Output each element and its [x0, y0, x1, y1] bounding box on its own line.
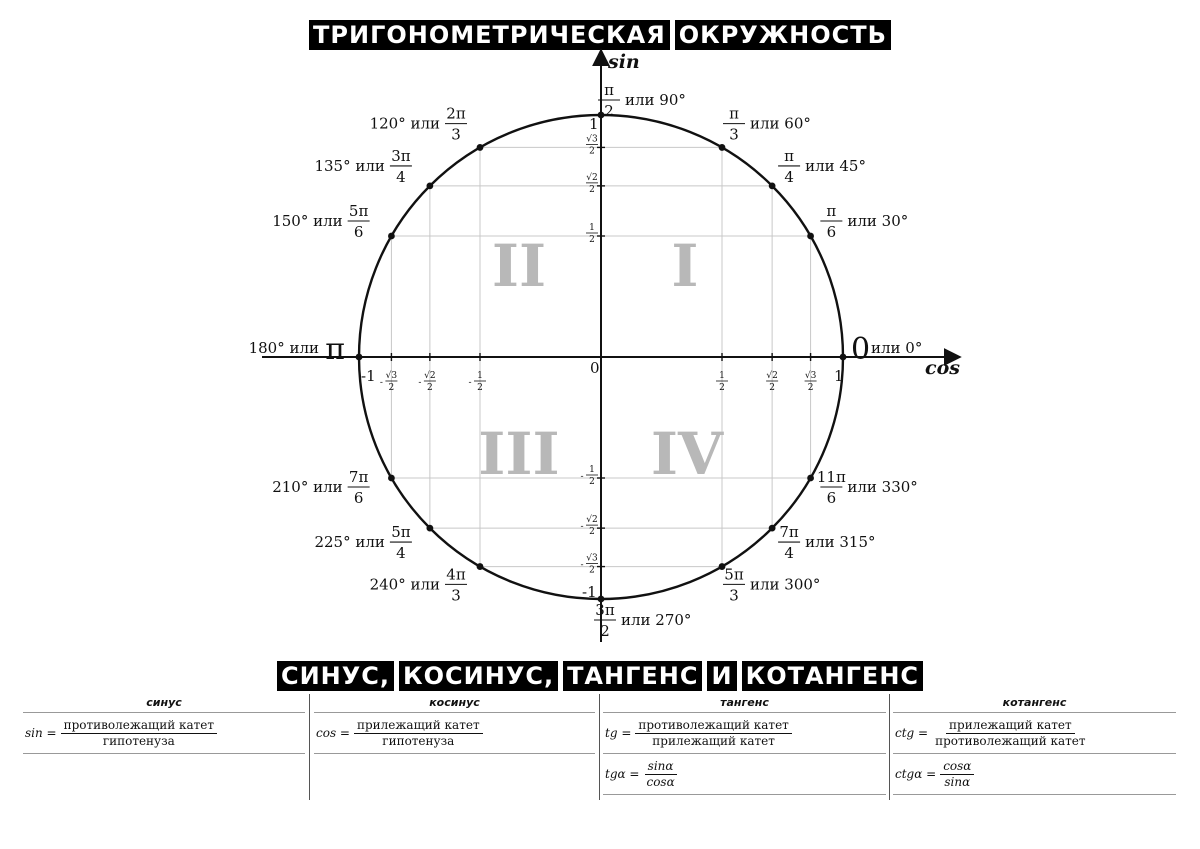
- angle-text: или 90°: [625, 91, 686, 109]
- angle-numerator: 4π: [446, 565, 466, 584]
- angle-point: [840, 354, 847, 361]
- tick-denominator: 2: [589, 565, 595, 576]
- x-tick-label-negative: [380, 370, 398, 393]
- angle-point: [807, 233, 814, 240]
- denominator: гипотенуза: [382, 733, 455, 748]
- cotangent-heading: котангенс: [893, 694, 1176, 713]
- angle-point: [477, 144, 484, 151]
- tangent-formula: [603, 713, 886, 754]
- y-tick-label-negative: [580, 465, 598, 487]
- y-neg-one-label: -1: [582, 583, 597, 601]
- tangent-heading: тангенс: [603, 694, 886, 713]
- angle-label: [723, 105, 811, 144]
- sin-axis-label: sin: [608, 51, 640, 73]
- angle-numerator: π: [784, 146, 795, 165]
- cosine-heading: косинус: [314, 694, 595, 713]
- tick-numerator: √3: [586, 553, 598, 564]
- formula-fraction: [932, 718, 1088, 749]
- angle-numerator: 7π: [779, 523, 799, 542]
- x-neg-one-label: -1: [361, 367, 376, 385]
- tick-denominator: 2: [427, 383, 433, 393]
- angle-denominator: 4: [784, 167, 794, 186]
- angle-label: [778, 523, 875, 562]
- formula-lhs: tg =: [605, 726, 632, 740]
- angle-denominator: 6: [826, 223, 837, 241]
- section-title: [0, 661, 1200, 691]
- tick-denominator: 2: [589, 477, 595, 487]
- x-tick-label-negative: [418, 370, 436, 393]
- formula-lhs: cos =: [316, 726, 350, 740]
- angle-point: [356, 354, 363, 361]
- quadrant-label: II: [491, 232, 547, 300]
- numerator: cosα: [940, 759, 974, 775]
- formula-fraction: [635, 718, 791, 749]
- angle-text: 150° или: [272, 212, 343, 230]
- tick-numerator: √2: [586, 515, 598, 526]
- angle-point: [388, 233, 395, 240]
- angle-numerator: 7π: [348, 468, 369, 486]
- x-tick-label-negative: [468, 371, 486, 393]
- angle-label: [370, 565, 467, 604]
- numerator: противолежащий катет: [61, 718, 217, 734]
- angle-point: [388, 475, 395, 482]
- angle-label: [778, 147, 866, 186]
- angle-numerator: 3π: [595, 601, 615, 619]
- tick-numerator: √3: [586, 134, 598, 145]
- tick-denominator: 2: [589, 527, 595, 538]
- section-word: СИНУС,: [277, 661, 394, 691]
- tick-numerator: √2: [766, 371, 778, 381]
- section-word: КОСИНУС,: [399, 661, 558, 691]
- angle-text: или 270°: [621, 611, 692, 629]
- tick-numerator: 1: [719, 371, 725, 381]
- cosine-column: [314, 694, 595, 800]
- denominator: cosα: [646, 774, 675, 789]
- angle-label: [370, 105, 467, 144]
- tangent-alpha-formula: [603, 754, 886, 795]
- tick-numerator: √2: [586, 172, 598, 183]
- section-word: И: [707, 661, 736, 691]
- formula-fraction: [643, 759, 677, 790]
- denominator: противолежащий катет: [935, 733, 1086, 748]
- tick-denominator: 2: [589, 146, 595, 157]
- section-word: ТАНГЕНС: [563, 661, 702, 691]
- angle-label: [820, 202, 908, 241]
- formula-lhs: sin =: [25, 726, 57, 740]
- tick-numerator: 1: [477, 371, 483, 381]
- x-pos-one-label: 1: [834, 367, 844, 385]
- tick-numerator: 1: [589, 223, 595, 233]
- numerator: sinα: [645, 759, 677, 775]
- angle-denominator: 2: [604, 102, 614, 120]
- column-divider: [889, 694, 890, 800]
- angle-label: [314, 523, 411, 562]
- quadrant-label: III: [478, 420, 560, 488]
- tick-denominator: 2: [719, 383, 725, 393]
- tick-numerator: √3: [804, 371, 817, 381]
- angle-label: [272, 202, 369, 241]
- y-tick-label-positive: [586, 133, 598, 156]
- angle-text: или 30°: [847, 212, 909, 230]
- angle-text: или 0°: [871, 339, 923, 357]
- formula-lhs: ctg =: [895, 726, 929, 740]
- column-divider: [599, 694, 600, 800]
- sine-formula: [23, 713, 305, 754]
- angle-text: 225° или: [314, 533, 385, 552]
- tick-minus-sign: -: [379, 378, 383, 388]
- formula-fraction: [61, 718, 217, 749]
- angle-denominator: 3: [729, 586, 739, 605]
- angle-text: 135° или: [314, 156, 385, 175]
- angle-numerator: 11π: [816, 468, 846, 486]
- angle-denominator: 3: [451, 125, 461, 144]
- tick-minus-sign: -: [580, 560, 584, 571]
- denominator: sinα: [944, 774, 971, 789]
- angle-label: [594, 601, 691, 640]
- angle-text: 210° или: [272, 478, 343, 496]
- sine-heading: синус: [23, 694, 305, 713]
- cos-axis-label: cos: [925, 357, 960, 379]
- title-word: ТРИГОНОМЕТРИЧЕСКАЯ: [309, 20, 670, 50]
- tick-numerator: √3: [385, 371, 398, 381]
- angle-point: [426, 182, 433, 189]
- angle-text: или 60°: [750, 114, 811, 133]
- angle-numerator: 5π: [724, 565, 744, 584]
- angle-text: или 330°: [847, 478, 918, 496]
- angle-point: [719, 144, 726, 151]
- tick-minus-sign: -: [580, 522, 584, 533]
- numerator: прилежащий катет: [354, 718, 483, 734]
- formula-fraction: [354, 718, 483, 749]
- angle-label: [249, 332, 345, 367]
- angle-numerator: 2π: [446, 104, 466, 123]
- angle-numerator: π: [729, 104, 739, 123]
- angle-value: 0: [851, 332, 871, 367]
- sine-column: [23, 694, 305, 800]
- angle-label: [598, 81, 686, 120]
- angle-denominator: 6: [353, 489, 364, 507]
- tick-denominator: 2: [769, 383, 775, 393]
- section-word: КОТАНГЕНС: [742, 661, 923, 691]
- tick-denominator: 2: [477, 383, 483, 393]
- angle-numerator: 3π: [391, 146, 411, 165]
- angle-numerator: 5π: [348, 202, 369, 220]
- angle-point: [426, 525, 433, 532]
- angle-label: [272, 468, 369, 507]
- y-tick-label-negative: [580, 553, 598, 576]
- numerator: прилежащий катет: [946, 718, 1075, 734]
- tick-denominator: 2: [589, 184, 595, 195]
- formula-lhs: tgα =: [605, 767, 640, 781]
- angle-numerator: π: [826, 202, 837, 220]
- angle-denominator: 3: [729, 125, 739, 144]
- angle-label: [817, 468, 918, 507]
- y-tick-label-positive: [586, 172, 598, 195]
- angle-value: π: [325, 332, 345, 367]
- column-divider: [309, 694, 310, 800]
- tick-minus-sign: -: [580, 472, 584, 482]
- angle-text: 240° или: [369, 575, 440, 594]
- angle-denominator: 6: [826, 489, 837, 507]
- numerator: противолежащий катет: [635, 718, 791, 734]
- y-pos-one-label: 1: [589, 115, 599, 133]
- denominator: прилежащий катет: [652, 733, 775, 748]
- formula-fraction: [940, 759, 974, 790]
- origin-label: 0: [590, 359, 600, 377]
- angle-text: или 45°: [805, 156, 866, 175]
- title-word: ОКРУЖНОСТЬ: [675, 20, 891, 50]
- denominator: гипотенуза: [102, 733, 175, 748]
- cosine-formula: [314, 713, 595, 754]
- angle-denominator: 2: [600, 622, 610, 640]
- angle-text: 180° или: [248, 339, 319, 357]
- axis-ticks: [380, 133, 817, 575]
- angle-denominator: 3: [451, 586, 461, 605]
- definitions-table: [23, 694, 1176, 800]
- angle-numerator: π: [604, 81, 614, 99]
- angle-denominator: 4: [396, 544, 406, 563]
- tick-minus-sign: -: [468, 378, 472, 388]
- tick-denominator: 2: [589, 235, 595, 245]
- tick-denominator: 2: [388, 383, 395, 393]
- tick-numerator: √2: [424, 371, 436, 381]
- angle-text: 120° или: [369, 114, 440, 133]
- angle-label: [723, 565, 820, 604]
- angle-point: [769, 525, 776, 532]
- tick-numerator: 1: [589, 465, 595, 475]
- angle-denominator: 4: [784, 544, 794, 563]
- y-tick-label-positive: [586, 223, 598, 245]
- y-tick-label-negative: [580, 514, 598, 537]
- angle-point: [807, 475, 814, 482]
- cotangent-column: [893, 694, 1176, 800]
- angle-text: или 300°: [750, 575, 821, 594]
- angle-denominator: 4: [396, 167, 406, 186]
- angle-denominator: 6: [353, 223, 364, 241]
- angle-point: [477, 563, 484, 570]
- angle-numerator: 5π: [391, 523, 411, 542]
- tick-denominator: 2: [807, 383, 814, 393]
- formula-lhs: ctgα =: [895, 767, 937, 781]
- angle-label: [314, 147, 411, 186]
- angle-label: [851, 332, 922, 367]
- quadrant-label: IV: [650, 420, 724, 488]
- cotangent-alpha-formula: [893, 754, 1176, 795]
- tick-minus-sign: -: [418, 378, 422, 388]
- angle-point: [769, 182, 776, 189]
- angle-text: или 315°: [805, 533, 876, 552]
- quadrant-label: I: [671, 232, 699, 300]
- tangent-column: [603, 694, 886, 800]
- cotangent-formula: [893, 713, 1176, 754]
